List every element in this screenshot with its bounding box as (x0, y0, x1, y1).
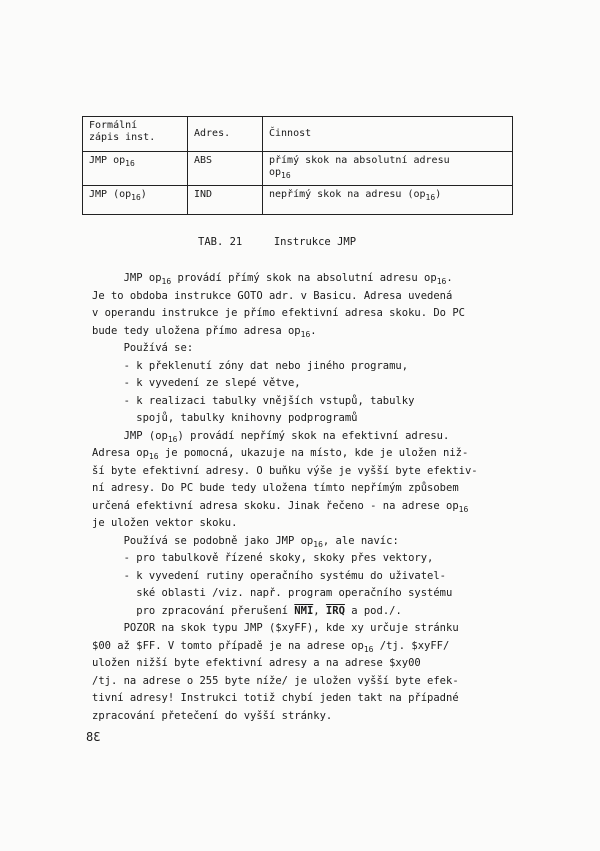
text-line: /tj. na adrese o 255 byte níže/ je uložen vyšší byte efek- (92, 674, 459, 687)
table-header-row (83, 117, 513, 152)
instruction-table (82, 116, 513, 215)
cell-activity: nepřímý skok na adresu $(op_{16})$ (263, 186, 513, 215)
text-line: je uložen vektor skoku. (92, 517, 238, 529)
header-activity: Činnost (263, 117, 513, 152)
cell-formal: JMP $(op_{16})$ (83, 186, 188, 215)
text-line: bude tedy uložena přímo adresa $op_{16}$. (92, 324, 317, 339)
list-item: - pro tabulkově řízené skoky, skoky přes vektory, (92, 552, 434, 564)
header-addressing: Adres. (188, 117, 263, 152)
text-line: tivní adresy! Instrukci totiž chybí jeden takt na případné (92, 692, 459, 704)
cell-formal: JMP $op_{16}$ (83, 152, 188, 186)
text-line: určená efektivní adresa skoku. Jinak řečeno - na adrese $op_{16}$ (92, 499, 469, 514)
list-item: ské oblasti /viz. např. program operačního systému (92, 587, 453, 599)
table-caption: TAB. 21 Instrukce JMP (198, 236, 357, 248)
list-item: - k překlenutí zóny dat nebo jiného programu, (92, 359, 409, 372)
text-line: uložen nižší byte efektivní adresy a na adrese $xy00 (92, 657, 421, 669)
list-item: pro zpracování přerušení $\overline{NMI}$, $\overline{IRQ}$ a pod./. (92, 604, 402, 617)
text-line: POZOR na skok typu JMP ($xyFF), kde xy určuje stránku (92, 622, 459, 634)
text-line: Adresa $op_{16}$ je pomocná, ukazuje na místo, kde je uložen niž- (92, 447, 469, 461)
text-line: v operandu instrukce je přímo efektivní adresa skoku. Do PC (92, 307, 465, 319)
list-item: - k vyvedení rutiny operačního systému do uživatel- (92, 569, 447, 582)
cell-addressing: IND (188, 186, 263, 215)
table-row (83, 152, 513, 186)
text-line: $00 až $FF. V tomto případě je na adrese $op_{16}$ /tj. $xyFF/ (92, 639, 450, 654)
text-line: ní adresy. Do PC bude tedy uložena tímto nepřímým způsobem (92, 482, 459, 494)
text-line: JMP $op_{16}$ provádí přímý skok na absolutní adresu $op_{16}$. (92, 272, 453, 286)
text-line: Používá se podobně jako JMP $op_{16}$, ale navíc: (92, 534, 399, 549)
nmi-label: $\overline{NMI}$ (294, 604, 314, 617)
table-row (83, 186, 513, 215)
list-item: - k vyvedení ze slepé větve, (92, 377, 301, 389)
body-text (92, 270, 512, 725)
text-line: JMP $(op_{16})$ provádí nepřímý skok na efektivní adresu. (92, 429, 450, 444)
page-number: 38 (86, 730, 101, 744)
cell-addressing: ABS (188, 152, 263, 186)
list-item: - k realizaci tabulky vnějších vstupů, tabulky (92, 394, 415, 407)
text-line: Je to obdoba instrukce GOTO adr. v Basicu. Adresa uvedená (92, 289, 453, 302)
text-line: ší byte efektivní adresy. O buňku výše je vyšší byte efektiv- (92, 464, 478, 477)
header-formal-notation: Formální zápis inst. (83, 117, 188, 152)
text-line: zpracování přetečení do vyšší stránky. (92, 709, 333, 722)
cell-activity: přímý skok na absolutní adresu $op_{16}$ (263, 152, 513, 186)
irq-label: $\overline{IRQ}$ (325, 604, 345, 617)
text-line: Používá se: (92, 342, 194, 354)
list-item: spojů, tabulky knihovny podprogramů (92, 412, 358, 424)
